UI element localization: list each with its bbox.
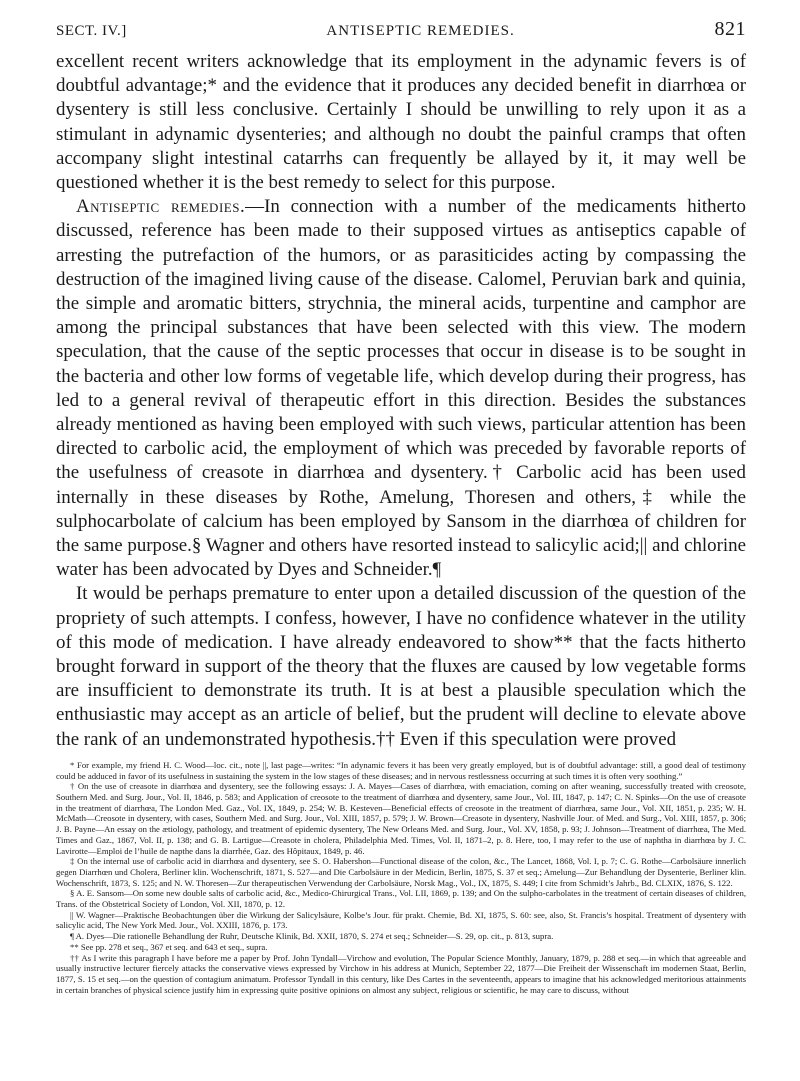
footnote-7: ** See pp. 278 et seq., 367 et seq. and 643 et seq., supra. bbox=[70, 941, 268, 952]
footnote-1: * For example, my friend H. C. Wood—loc. cit., note ||, last page—writes: “In adynamic fevers it has been very greatly employed, but is of doubtful advantage: still, a good deal of testimony could be adduced in favor of its usefulness in sustaining the system in the low stages of these diseases; and in nervous restlessness occurring at such times it is often very soothing.” bbox=[56, 759, 746, 781]
footnote-6: ¶ A. Dyes—Die rationelle Behandlung der Ruhr, Deutsche Klinik, Bd. XXII, 1870, S. 274 et seq.; Schneider—S. 29, op. cit., p. 813, supra. bbox=[70, 931, 554, 942]
running-title: ANTISEPTIC REMEDIES. bbox=[326, 23, 515, 39]
footnote-5: || W. Wagner—Praktische Beobachtungen über die Wirkung der Salicylsäure, Kolbe’s Jour. für prakt. Chemie, Bd. XI, 1875, S. 60: see, also, St. Francis’s hospital. Treatment of dysentery with salicylic acid, The New York Med. Jour., Vol. XXIII, 1876, p. 173. bbox=[56, 909, 746, 931]
footnote-8: †† As I write this paragraph I have before me a paper by Prof. John Tyndall—Virchow and evolution, The Popular Science Monthly, January, 1879, p. 288 et seq.—in which that agreeable and usually instructive lecturer fiercely attacks the conservative views expressed by Virchow in his address at Munich, September 22, 1877—Die Freiheit der Wissenschaft im modernen Staat, Berlin, 1877, S. 15 et seq.—on the question of contagium animatum. Professor Tyndall in this century, like Des Cartes in the seventeenth, appears to imagine that his acknowledged meritorious attainments in certain branches of physical science justify him in expressing quite positive opinions on almost any subject, religious or scientific, he may care to discuss, without bbox=[56, 952, 746, 995]
body-text bbox=[56, 50, 746, 752]
page-number: 821 bbox=[714, 18, 746, 40]
footnotes bbox=[56, 760, 746, 995]
section-label: SECT. IV.] bbox=[56, 23, 127, 39]
book-page bbox=[56, 18, 746, 995]
section-heading-antiseptic-remedies: Antiseptic remedies. bbox=[76, 196, 246, 218]
footnote-2: † On the use of creasote in diarrhœa and dysentery, see the following essays: J. A. Mayes—Cases of diarrhœa, with emaciation, coming on after weaning, successfully treated with creosote, Southern Med. and Surg. Jour., Vol. II, 1846, p. 583; and Application of creosote to the treatment of diarrhœa and dysentery, same Jour., Vol. III, 1847, p. 147; C. N. Spinks—On the use of creasote in the treatment of diarrhœa, The London Med. Gaz., Vol. IX, 1849, p. 254; W. B. Kesteven—Beneficial effects of creosote in the treatment of diarrhœa, same Jour., Vol. XII, 1851, p. 235; W. H. McMath—Creosote in dysentery, with cases, Southern Med. and Surg. Jour., Vol. XIII, 1857, p. 579; J. W. Brown—Creasote in dysentery, Nashville Jour. of Med. and Surg., Vol. XIII, 1857, p. 306; J. B. Payne—An essay on the ætiology, pathology, and treatment of epidemic dysentery, The New Orleans Med. and Surg. Jour., Vol. XV, 1858, p. 93; J. Johnson—Treatment of diarrhœa, The Med. Times and Gaz., 1867, Vol. II, p. 138; and G. B. Lartigue—Creasote in cholera, Philadelphia Med. Times, Vol. II, 1871–2, p. 8. Here, too, I may refer to the use of naphtha in diarrhœa by J. C. Lavirotte—Emploi de l’huile de napthe dans la diarrhée, Gaz. des Hôpitaux, 1849, p. 46. bbox=[56, 781, 746, 856]
paragraph-2-text: —In connection with a number of the medicaments hitherto discussed, reference has been made to their supposed virtues as antiseptics capable of arresting the putrefaction of the humors, or as parasiticides acting by compassing the destruction of the imagined living cause of the disease. Calomel, Peruvian bark and quinia, the simple and aromatic bitters, strychnia, the mineral acids, turpentine and camphor are among the principal substances that have been selected with this view. The modern speculation, that the cause of the septic processes that occur in disease is to be sought in the bacteria and other low forms of vegetable life, which develop during their progress, has led to a general revival of therapeutic effort in this direction. Besides the substances already mentioned as having been employed with such views, particular attention has been directed to carbolic acid, the employment of which was preceded by favorable reports of the usefulness of creasote in diarrhœa and dysentery.† Carbolic acid has been used internally in these diseases by Rothe, Amelung, Thoresen and others,‡ while the sulphocarbolate of calcium has been employed by Sansom in the diarrhœa of children for the same purpose.§ Wagner and others have resorted instead to salicylic acid;|| and chlorine water has been advocated by Dyes and Schneider.¶ bbox=[56, 196, 746, 581]
paragraph-1: excellent recent writers acknowledge that its employment in the adynamic fevers is of doubtful advantage;* and the evidence that it produces any decided benefit in diarrhœa or dysentery is still less conclusive. Certainly I should be unwilling to rely upon it as a stimulant in adynamic dysenteries; and although no doubt the painful cramps that often accompany slight intestinal catarrhs can frequently be allayed by it, it may well be questioned whether it is the best remedy to select for this purpose. bbox=[56, 51, 746, 194]
paragraph-2 bbox=[56, 195, 746, 582]
footnote-3: ‡ On the internal use of carbolic acid in diarrhœa and dysentery, see S. O. Habershon—Functional disease of the colon, &c., The Lancet, 1868, Vol. I, p. 7; C. G. Rothe—Carbolsäure innerlich gegen Diarrhœn und Cholera, Berliner klin. Wochenschrift, 1871, S. 527—and Die Carbolsäure in der Medicin, Berlin, 1875, S. 37 et seq.; Amelung—Zur Behandlung der Dysenterie, Berliner klin. Wochenschrift, 1873, S. 125; and N. W. Thoresen—Zur therapeutischen Verwendung der Carbolsäure, Norsk Mag., Vol., IX, 1875, S. 449; I cite from Schmidt’s Jahrb., Bd. CLXIX, 1876, S. 122. bbox=[56, 856, 746, 888]
footnote-4: § A. E. Sansom—On some new double salts of carbolic acid, &c., Medico-Chirurgical Trans., Vol. LII, 1869, p. 139; and On the sulpho-carbolates in the treatment of certain diseases of children, Trans. of the Obstetrical Society of London, Vol. XII, 1870, p. 12. bbox=[56, 888, 746, 910]
paragraph-3: It would be perhaps premature to enter upon a detailed discussion of the question of the propriety of such attempts. I confess, however, I have no confidence whatever in the utility of this mode of medication. I have already endeavored to show** that the facts hitherto brought forward in support of the theory that the fluxes are caused by low vegetable forms are insufficient to demonstrate its truth. It is at best a plausible speculation which the enthusiastic may accept as an article of belief, but the prudent will decline to elevate above the rank of an undemonstrated hypothesis.†† Even if this speculation were proved bbox=[56, 583, 746, 750]
running-head bbox=[56, 18, 746, 44]
